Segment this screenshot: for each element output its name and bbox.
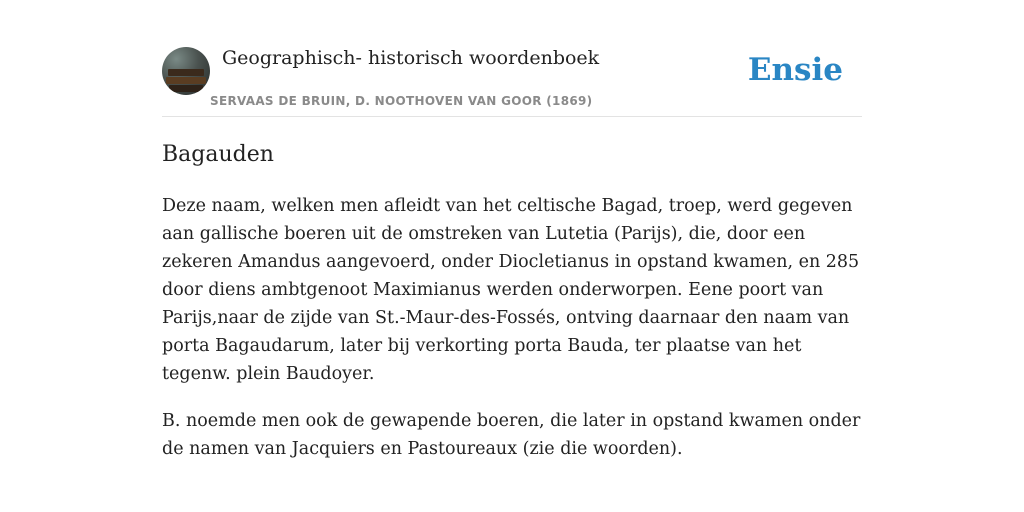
book-title[interactable]: Geographisch- historisch woordenboek	[222, 47, 600, 69]
book-stack-icon[interactable]	[162, 47, 210, 95]
brand-logo[interactable]: Ensie	[747, 52, 843, 88]
book-author: SERVAAS DE BRUIN, D. NOOTHOVEN VAN GOOR (1869)	[210, 94, 593, 108]
header	[162, 46, 862, 117]
entry-paragraph: Deze naam, welken men afleidt van het celtische Bagad, troep, werd gegeven aan gallische boeren uit de omstreken van Lutetia (Parijs), die, door een zekeren Amandus aangevoerd, onder Diocletianus in opstand kwamen, en 285 door diens ambtgenoot Maximianus werden onderworpen. Eene poort van Parijs,naar de zijde van St.-Maur-des-Fossés, ontving daarnaar den naam van porta Bagaudarum, later bij verkorting porta Bauda, ter plaatse van het tegenw. plein Baudoyer.	[162, 196, 860, 384]
entry-paragraph: B. noemde men ook de gewapende boeren, die later in opstand kwamen onder de namen van Jacquiers en Pastoureaux (zie die woorden).	[162, 411, 861, 459]
entry-body	[162, 192, 868, 482]
entry-title: Bagauden	[162, 142, 274, 167]
